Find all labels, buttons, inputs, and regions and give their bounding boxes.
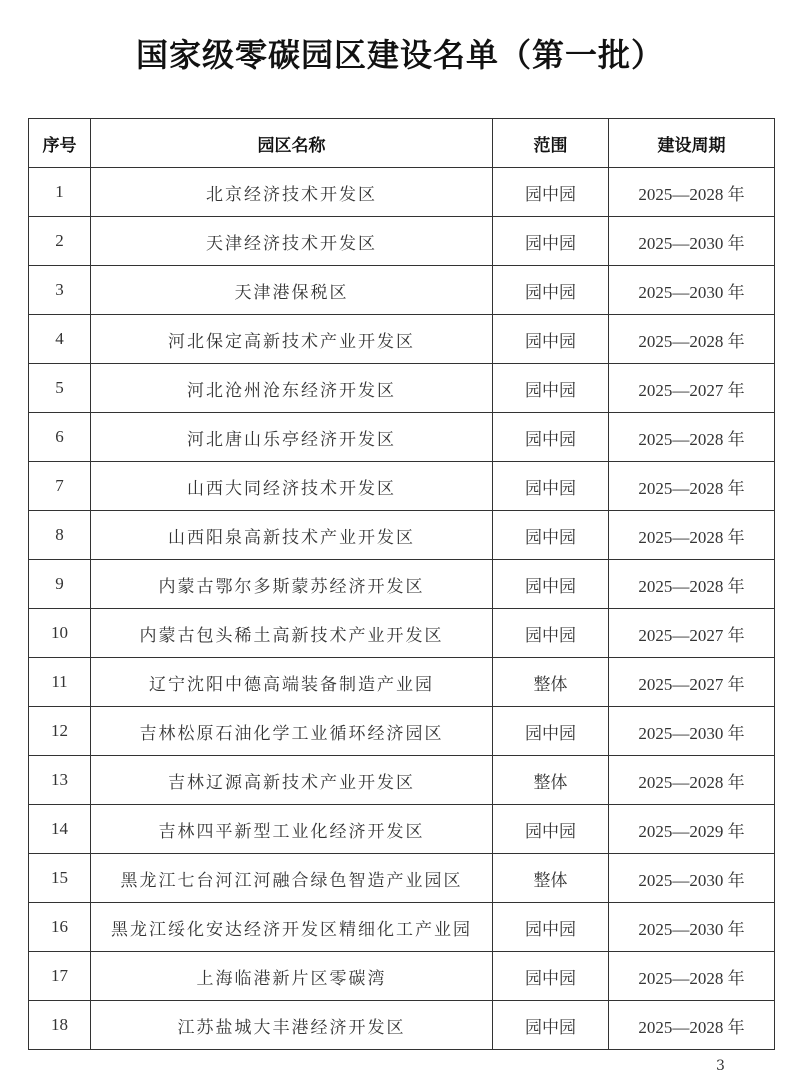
row-number: 3 [29,266,91,315]
construction-period [609,854,775,903]
park-name: 河北沧州沧东经济开发区 [91,364,493,413]
park-name: 天津港保税区 [91,266,493,315]
period-unit: 年 [727,380,745,401]
period-years: 2025—2028 [638,527,724,547]
table-row [29,609,775,658]
park-scope: 园中园 [493,805,609,854]
park-scope: 园中园 [493,609,609,658]
row-number: 4 [29,315,91,364]
park-scope: 整体 [493,756,609,805]
row-number: 1 [29,168,91,217]
row-number: 6 [29,413,91,462]
park-scope: 园中园 [493,266,609,315]
period-unit: 年 [727,625,745,646]
row-number: 12 [29,707,91,756]
park-scope: 园中园 [493,903,609,952]
period-unit: 年 [727,723,745,744]
park-name: 江苏盐城大丰港经济开发区 [91,1001,493,1050]
table-header-row [29,119,775,168]
row-number: 16 [29,903,91,952]
construction-period [609,903,775,952]
construction-period [609,1001,775,1050]
park-scope: 整体 [493,854,609,903]
row-number: 5 [29,364,91,413]
row-number: 8 [29,511,91,560]
header-scope: 范围 [493,119,609,168]
park-scope: 园中园 [493,364,609,413]
table-row [29,266,775,315]
period-years: 2025—2030 [638,282,724,302]
park-scope: 园中园 [493,560,609,609]
construction-period [609,413,775,462]
page-number: 3 [716,1058,725,1074]
park-name: 吉林松原石油化学工业循环经济园区 [91,707,493,756]
table-row [29,560,775,609]
period-unit: 年 [727,429,745,450]
row-number: 13 [29,756,91,805]
table-row [29,903,775,952]
table-row [29,854,775,903]
period-years: 2025—2028 [638,331,724,351]
construction-period [609,756,775,805]
row-number: 10 [29,609,91,658]
table-row [29,707,775,756]
park-scope: 园中园 [493,217,609,266]
period-unit: 年 [727,331,745,352]
park-name: 河北唐山乐亭经济开发区 [91,413,493,462]
construction-period [609,315,775,364]
row-number: 17 [29,952,91,1001]
table-row [29,217,775,266]
period-unit: 年 [727,282,745,303]
period-years: 2025—2028 [638,478,724,498]
park-name: 辽宁沈阳中德高端装备制造产业园 [91,658,493,707]
table-row [29,1001,775,1050]
construction-period [609,266,775,315]
construction-period [609,168,775,217]
table-row [29,168,775,217]
period-years: 2025—2028 [638,1017,724,1037]
period-unit: 年 [727,478,745,499]
park-scope: 园中园 [493,1001,609,1050]
park-scope: 园中园 [493,952,609,1001]
period-unit: 年 [727,870,745,891]
header-period: 建设周期 [609,119,775,168]
park-scope: 园中园 [493,168,609,217]
park-name: 山西大同经济技术开发区 [91,462,493,511]
period-unit: 年 [727,919,745,940]
park-name: 北京经济技术开发区 [91,168,493,217]
park-name: 内蒙古鄂尔多斯蒙苏经济开发区 [91,560,493,609]
park-name: 天津经济技术开发区 [91,217,493,266]
period-years: 2025—2030 [638,919,724,939]
table-row [29,462,775,511]
period-years: 2025—2028 [638,429,724,449]
period-unit: 年 [727,821,745,842]
construction-period [609,952,775,1001]
park-scope: 园中园 [493,511,609,560]
table-row [29,364,775,413]
period-years: 2025—2028 [638,968,724,988]
park-name: 内蒙古包头稀土高新技术产业开发区 [91,609,493,658]
construction-period [609,462,775,511]
park-scope: 园中园 [493,413,609,462]
period-unit: 年 [727,233,745,254]
park-scope: 园中园 [493,707,609,756]
period-unit: 年 [727,576,745,597]
construction-period [609,364,775,413]
table-row [29,413,775,462]
period-unit: 年 [727,772,745,793]
period-years: 2025—2030 [638,870,724,890]
construction-period [609,658,775,707]
period-unit: 年 [727,968,745,989]
period-years: 2025—2030 [638,723,724,743]
park-name: 河北保定高新技术产业开发区 [91,315,493,364]
period-unit: 年 [727,1017,745,1038]
table-body [29,168,775,1050]
row-number: 14 [29,805,91,854]
construction-period [609,511,775,560]
park-name: 黑龙江七台河江河融合绿色智造产业园区 [91,854,493,903]
park-scope: 园中园 [493,462,609,511]
construction-period [609,805,775,854]
park-name: 山西阳泉高新技术产业开发区 [91,511,493,560]
period-unit: 年 [727,184,745,205]
park-scope: 园中园 [493,315,609,364]
construction-period [609,560,775,609]
period-unit: 年 [727,674,745,695]
table-row [29,805,775,854]
row-number: 2 [29,217,91,266]
period-years: 2025—2028 [638,184,724,204]
row-number: 11 [29,658,91,707]
construction-period [609,217,775,266]
table-row [29,756,775,805]
row-number: 7 [29,462,91,511]
park-name: 吉林辽源高新技术产业开发区 [91,756,493,805]
period-years: 2025—2029 [638,821,724,841]
construction-period [609,609,775,658]
period-years: 2025—2027 [638,380,724,400]
header-name: 园区名称 [91,119,493,168]
row-number: 9 [29,560,91,609]
park-name: 黑龙江绥化安达经济开发区精细化工产业园 [91,903,493,952]
header-no: 序号 [29,119,91,168]
park-name: 上海临港新片区零碳湾 [91,952,493,1001]
construction-period [609,707,775,756]
period-unit: 年 [727,527,745,548]
row-number: 18 [29,1001,91,1050]
period-years: 2025—2030 [638,233,724,253]
document-title: 国家级零碳园区建设名单（第一批） [135,36,664,74]
table-row [29,658,775,707]
park-scope: 整体 [493,658,609,707]
table-row [29,952,775,1001]
table-row [29,315,775,364]
period-years: 2025—2028 [638,772,724,792]
period-years: 2025—2027 [638,625,724,645]
period-years: 2025—2027 [638,674,724,694]
period-years: 2025—2028 [638,576,724,596]
park-name: 吉林四平新型工业化经济开发区 [91,805,493,854]
park-list-table [28,118,775,1050]
row-number: 15 [29,854,91,903]
table-row [29,511,775,560]
